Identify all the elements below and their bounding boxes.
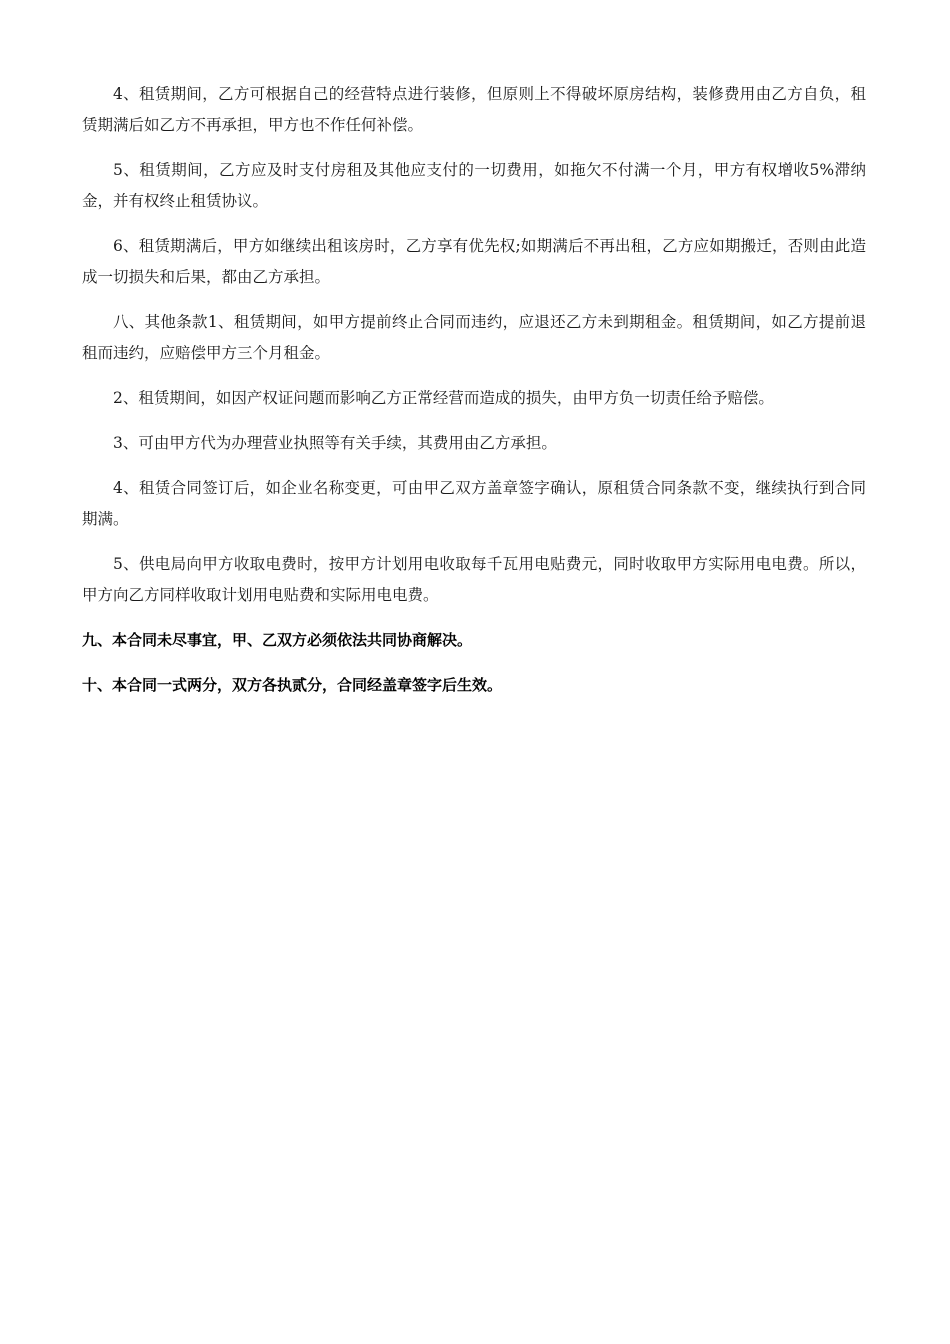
paragraph-renovation: 4、租赁期间，乙方可根据自己的经营特点进行装修，但原则上不得破坏原房结构，装修费用由乙方自负，租赁期满后如乙方不再承担，甲方也不作任何补偿。: [82, 85, 866, 134]
document-body: [82, 79, 866, 715]
paragraph-name-change: 4、租赁合同签订后，如企业名称变更，可由甲乙双方盖章签字确认，原租赁合同条款不变，继续执行到合同期满。: [82, 479, 866, 528]
paragraph-rent-payment: 5、租赁期间，乙方应及时支付房租及其他应支付的一切费用，如拖欠不付满一个月，甲方有权增收5%滞纳金，并有权终止租赁协议。: [82, 161, 866, 210]
paragraph-electricity: 5、供电局向甲方收取电费时，按甲方计划用电收取每千瓦用电贴费元，同时收取甲方实际用电电费。所以，甲方向乙方同样收取计划用电贴费和实际用电电费。: [82, 555, 866, 604]
clause-nine: 九、本合同未尽事宜，甲、乙双方必须依法共同协商解决。: [82, 631, 473, 649]
clause-ten: 十、本合同一式两分，双方各执贰分，合同经盖章签字后生效。: [82, 676, 503, 694]
paragraph-business-license: 3、可由甲方代为办理营业执照等有关手续，其费用由乙方承担。: [113, 434, 557, 452]
paragraph-other-terms: 八、其他条款1、租赁期间，如甲方提前终止合同而违约，应退还乙方未到期租金。租赁期间，如乙方提前退租而违约，应赔偿甲方三个月租金。: [82, 313, 866, 362]
paragraph-property-certificate: 2、租赁期间，如因产权证问题而影响乙方正常经营而造成的损失，由甲方负一切责任给予赔偿。: [113, 389, 774, 407]
paragraph-lease-expiry: 6、租赁期满后，甲方如继续出租该房时，乙方享有优先权;如期满后不再出租，乙方应如期搬迁，否则由此造成一切损失和后果，都由乙方承担。: [82, 237, 866, 286]
